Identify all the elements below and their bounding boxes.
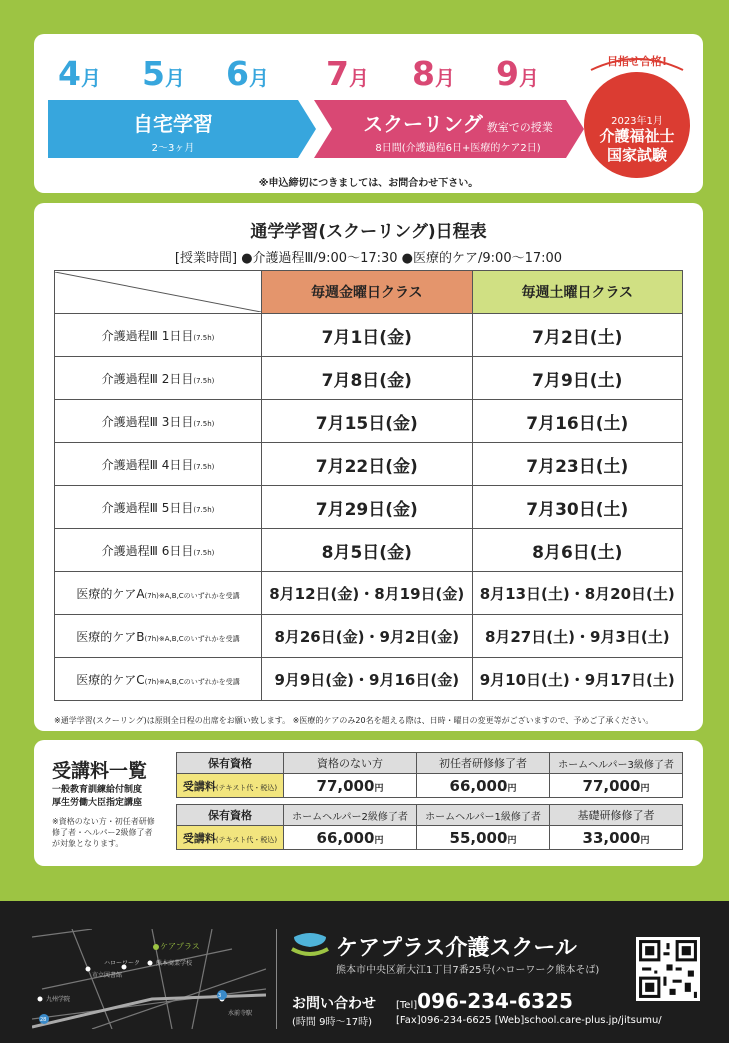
friday-date: 8月26日(金)・9月2日(金) xyxy=(262,615,473,658)
month-9: 9月 xyxy=(496,54,539,93)
month-4: 4月 xyxy=(58,54,101,93)
fee-value: 77,000円 xyxy=(284,774,417,798)
fee-value: 55,000円 xyxy=(417,826,550,850)
table-row xyxy=(55,658,683,701)
friday-date: 8月12日(金)・8月19日(金) xyxy=(262,572,473,615)
row-label: 介護過程Ⅲ 5日目(7.5h) xyxy=(55,486,262,529)
saturday-date: 8月6日(土) xyxy=(472,529,683,572)
fees-panel xyxy=(34,740,703,866)
row-label: 介護過程Ⅲ 1日目(7.5h) xyxy=(55,314,262,357)
friday-class-header: 毎週金曜日クラス xyxy=(262,271,473,314)
schedule-panel xyxy=(34,203,703,731)
qualification-name: 基礎研修修了者 xyxy=(550,805,683,826)
table-row xyxy=(55,486,683,529)
month-5: 5月 xyxy=(142,54,185,93)
school-address: 熊本市中央区新大江1丁目7番25号(ハローワーク熊本そば) xyxy=(336,965,600,976)
svg-text:ハローワーク: ハローワーク xyxy=(104,960,141,967)
school-name: ケアプラス介護スクール xyxy=(336,936,577,961)
fee-value: 33,000円 xyxy=(550,826,683,850)
qualification-header: 保有資格 xyxy=(177,805,284,826)
qualification-name: 初任者研修修了者 xyxy=(417,753,550,774)
diagonal-line xyxy=(55,272,261,312)
ribbon-text: 目指せ合格! xyxy=(606,55,668,68)
saturday-date: 7月9日(土) xyxy=(472,357,683,400)
svg-text:3: 3 xyxy=(218,993,222,999)
friday-date: 7月29日(金) xyxy=(262,486,473,529)
schedule-note: ※通学学習(スクーリング)は原則全日程の出席をお願い致します。 ※医療的ケアのみ20名を超える際は、日時・曜日の変更等がございますので、予めご了承ください。 xyxy=(54,716,654,725)
fees-note: ※資格のない方・初任者研修 修了者・ヘルパー2級修了者 が対象となります。 xyxy=(52,817,155,848)
svg-text:市立図書館: 市立図書館 xyxy=(92,972,123,979)
month-6: 6月 xyxy=(226,54,269,93)
row-label: 介護過程Ⅲ 6日目(7.5h) xyxy=(55,529,262,572)
svg-text:ケアプラス: ケアプラス xyxy=(160,942,200,951)
qr-code-icon[interactable] xyxy=(636,937,700,1001)
table-row xyxy=(55,572,683,615)
fees-table-1 xyxy=(176,752,683,798)
class-hours: [授業時間] ●介護過程Ⅲ/9:00〜17:30 ●医療的ケア/9:00〜17:00 xyxy=(174,251,563,266)
saturday-date: 7月23日(土) xyxy=(472,443,683,486)
saturday-date: 9月10日(土)・9月17日(土) xyxy=(472,658,683,701)
saturday-class-header: 毎週土曜日クラス xyxy=(472,271,683,314)
svg-text:九州学院: 九州学院 xyxy=(46,996,71,1003)
exam-badge: 2023年1月 介護福祉士 国家試験 xyxy=(584,72,690,178)
home-study-label: 自宅学習 2〜3ヶ月 xyxy=(133,112,213,154)
table-row xyxy=(55,529,683,572)
month-8: 8月 xyxy=(412,54,455,93)
inquiry-hours: (時間 9時〜17時) xyxy=(292,1017,373,1028)
fees-title: 受講料一覧 xyxy=(52,760,148,782)
fee-header: 受講料(テキスト代・税込) xyxy=(177,774,284,798)
friday-date: 7月1日(金) xyxy=(262,314,473,357)
svg-text:28: 28 xyxy=(40,1017,47,1023)
row-label: 介護過程Ⅲ 2日目(7.5h) xyxy=(55,357,262,400)
qualification-header: 保有資格 xyxy=(177,753,284,774)
row-label: 介護過程Ⅲ 4日目(7.5h) xyxy=(55,443,262,486)
access-map xyxy=(32,929,266,1029)
qualification-name: ホームヘルパー2級修了者 xyxy=(284,805,417,826)
deadline-note: ※申込締切につきましては、お問合わせ下さい。 xyxy=(258,178,479,189)
table-row xyxy=(55,443,683,486)
month-7: 7月 xyxy=(326,54,369,93)
footer xyxy=(0,901,729,1043)
schooling-label: スクーリング 教室での授業 8日間(介護過程6日+医療的ケア2日) xyxy=(363,112,553,154)
saturday-date: 7月16日(土) xyxy=(472,400,683,443)
friday-date: 7月15日(金) xyxy=(262,400,473,443)
schedule-title: 通学学習(スクーリング)日程表 xyxy=(250,222,487,242)
qualification-name: ホームヘルパー1級修了者 xyxy=(417,805,550,826)
schedule-table xyxy=(54,270,683,701)
fee-value: 66,000円 xyxy=(417,774,550,798)
qualification-name: 資格のない方 xyxy=(284,753,417,774)
footer-divider xyxy=(276,929,277,1029)
saturday-date: 8月27日(土)・9月3日(土) xyxy=(472,615,683,658)
saturday-date: 7月2日(土) xyxy=(472,314,683,357)
friday-date: 8月5日(金) xyxy=(262,529,473,572)
phone-number[interactable]: [Tel]096-234-6325 xyxy=(396,989,573,1013)
row-label: 医療的ケアC(7h)※A,B,Cのいずれかを受講 xyxy=(55,658,262,701)
friday-date: 9月9日(金)・9月16日(金) xyxy=(262,658,473,701)
table-row xyxy=(55,615,683,658)
table-row xyxy=(55,314,683,357)
row-label: 医療的ケアA(7h)※A,B,Cのいずれかを受講 xyxy=(55,572,262,615)
fee-value: 77,000円 xyxy=(550,774,683,798)
fee-header: 受講料(テキスト代・税込) xyxy=(177,826,284,850)
saturday-date: 8月13日(土)・8月20日(土) xyxy=(472,572,683,615)
friday-date: 7月8日(金) xyxy=(262,357,473,400)
fees-subtitle: 一般教育訓練給付制度 厚生労働大臣指定講座 xyxy=(52,785,143,808)
fax-and-web[interactable]: [Fax]096-234-6625 [Web]school.care-plus.jp/jitsumu/ xyxy=(396,1015,662,1026)
saturday-date: 7月30日(土) xyxy=(472,486,683,529)
fee-value: 66,000円 xyxy=(284,826,417,850)
qualification-name: ホームヘルパー3級修了者 xyxy=(550,753,683,774)
table-row xyxy=(55,357,683,400)
school-logo-icon xyxy=(290,931,330,959)
corner-cell xyxy=(55,271,262,314)
fees-table-2 xyxy=(176,804,683,850)
row-label: 介護過程Ⅲ 3日目(7.5h) xyxy=(55,400,262,443)
svg-text:水前寺駅: 水前寺駅 xyxy=(228,1010,253,1017)
timeline-panel xyxy=(34,34,703,193)
table-row xyxy=(55,400,683,443)
friday-date: 7月22日(金) xyxy=(262,443,473,486)
row-label: 医療的ケアB(7h)※A,B,Cのいずれかを受講 xyxy=(55,615,262,658)
inquiry-label: お問い合わせ xyxy=(292,996,376,1012)
svg-text:熊本商業学校: 熊本商業学校 xyxy=(156,960,193,967)
